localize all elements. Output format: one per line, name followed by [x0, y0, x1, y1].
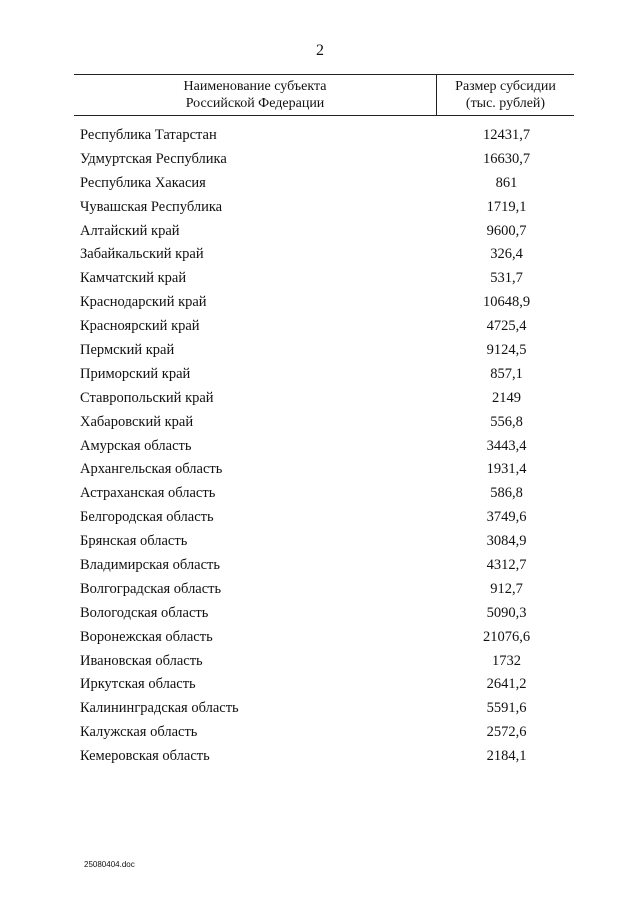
subsidy-value: 5090,3	[486, 604, 527, 621]
subject-name: Кемеровская область	[80, 748, 210, 765]
subject-name: Архангельская область	[80, 461, 223, 478]
table-row	[0, 724, 640, 748]
subject-name: Республика Татарстан	[80, 127, 217, 143]
table-row	[0, 509, 640, 533]
footer-filename: 25080404.doc	[84, 860, 135, 869]
table-row	[0, 151, 640, 175]
subsidy-value: 9124,5	[486, 342, 527, 359]
subsidy-value: 556,8	[490, 413, 523, 430]
column-header-subsidy-line2: (тыс. рублей)	[465, 96, 546, 111]
subsidy-value: 9600,7	[486, 222, 527, 239]
table-row	[0, 581, 640, 605]
subject-name: Вологодская область	[80, 604, 209, 621]
subsidy-value: 2184,1	[486, 748, 527, 765]
table-row	[0, 653, 640, 677]
table-row	[0, 605, 640, 629]
subject-name: Хабаровский край	[80, 413, 194, 430]
table-row	[0, 127, 640, 151]
table-row	[0, 438, 640, 462]
subject-name: Владимирская область	[80, 557, 220, 574]
table-row	[0, 748, 640, 772]
subject-name: Чувашская Республика	[80, 198, 223, 215]
subsidy-value: 4725,4	[486, 318, 527, 335]
subsidy-value: 1719,1	[486, 198, 527, 215]
subject-name: Калужская область	[80, 724, 198, 741]
subsidy-value: 912,7	[490, 580, 523, 597]
table-row	[0, 318, 640, 342]
table-row	[0, 700, 640, 724]
column-header-subject	[74, 78, 436, 112]
subsidy-value: 531,7	[490, 270, 523, 287]
table-row	[0, 485, 640, 509]
table-row	[0, 175, 640, 199]
subject-name: Ивановская область	[80, 652, 203, 669]
subsidy-value: 586,8	[490, 485, 523, 502]
table-row	[0, 676, 640, 700]
table-row	[0, 342, 640, 366]
column-header-subsidy-line1: Размер субсидии	[455, 79, 556, 94]
column-header-subject-line1: Наименование субъекта	[183, 79, 327, 94]
table-row	[0, 533, 640, 557]
subsidy-value: 3443,4	[486, 437, 527, 454]
subject-name: Пермский край	[80, 342, 175, 359]
table-row	[0, 294, 640, 318]
subject-name: Брянская область	[80, 533, 188, 550]
subsidy-value: 12431,7	[482, 127, 531, 143]
subject-name: Ставропольский край	[80, 389, 214, 406]
table-header	[74, 74, 574, 116]
table-row	[0, 199, 640, 223]
subsidy-value: 326,4	[490, 246, 523, 263]
subject-name: Краснодарский край	[80, 294, 207, 311]
subject-name: Красноярский край	[80, 318, 200, 335]
table-row	[0, 414, 640, 438]
subject-name: Приморский край	[80, 365, 191, 382]
subject-name: Калининградская область	[80, 700, 239, 717]
subject-name: Забайкальский край	[80, 246, 204, 263]
subsidy-value: 3749,6	[486, 509, 527, 526]
subsidy-value: 861	[495, 174, 518, 191]
table-row	[0, 270, 640, 294]
subject-name: Волгоградская область	[80, 580, 222, 597]
table-row	[0, 223, 640, 247]
subject-name: Удмуртская Республика	[80, 150, 227, 167]
page-number: 2	[316, 42, 324, 59]
subsidy-value: 1732	[492, 652, 521, 669]
subsidy-value: 2149	[492, 389, 521, 406]
column-header-subject-line2: Российской Федерации	[185, 96, 325, 111]
table-row	[0, 461, 640, 485]
table-row	[0, 629, 640, 653]
table-row	[0, 246, 640, 270]
subsidy-value: 1931,4	[486, 461, 527, 478]
subject-name: Республика Хакасия	[80, 174, 206, 191]
subject-name: Воронежская область	[80, 628, 213, 645]
subject-name: Алтайский край	[80, 222, 180, 239]
subsidy-value: 4312,7	[486, 557, 527, 574]
subsidy-value: 16630,7	[482, 150, 531, 167]
subsidy-value: 21076,6	[482, 628, 531, 645]
subject-name: Астраханская область	[80, 485, 216, 502]
subsidy-value: 2641,2	[486, 676, 527, 693]
subject-name: Амурская область	[80, 437, 192, 454]
column-header-subsidy	[437, 78, 574, 112]
subject-name: Иркутская область	[80, 676, 196, 693]
subject-name: Белгородская область	[80, 509, 214, 526]
subsidy-value: 10648,9	[482, 294, 531, 311]
table-row	[0, 366, 640, 390]
table-row	[0, 557, 640, 581]
table-row	[0, 390, 640, 414]
subsidy-value: 5591,6	[486, 700, 527, 717]
table-body	[0, 127, 640, 772]
subsidy-value: 857,1	[490, 365, 523, 382]
subsidy-value: 2572,6	[486, 724, 527, 741]
subsidy-value: 3084,9	[486, 533, 527, 550]
subject-name: Камчатский край	[80, 270, 187, 287]
